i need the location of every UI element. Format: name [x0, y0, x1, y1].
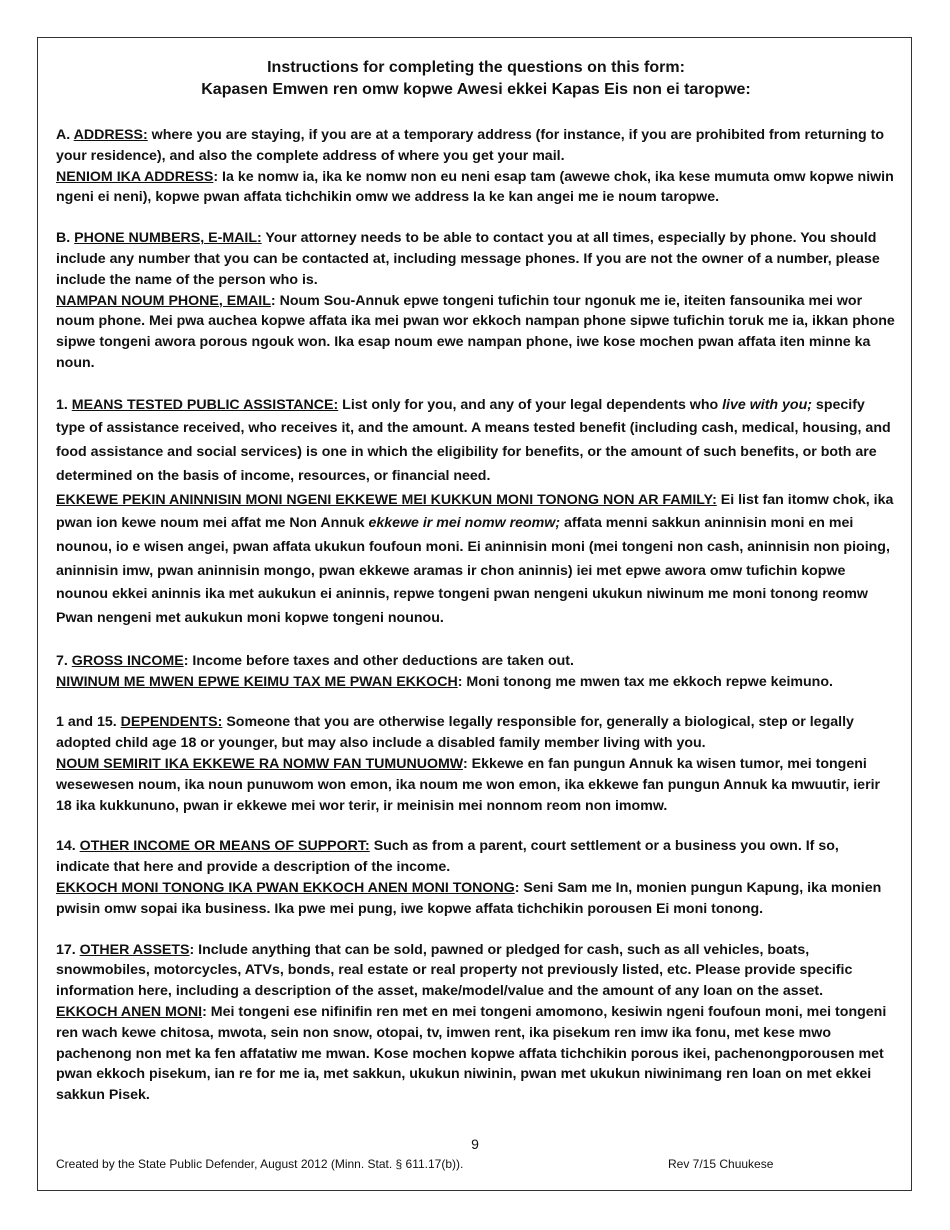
section-heading-chuukese: EKKEWE PEKIN ANINNISIN MONI NGENI EKKEWE MEI KUKKUN MONI TONONG NON AR FAMILY: — [56, 491, 717, 508]
section-label: 7. — [56, 652, 72, 669]
dependents-chuukese — [56, 754, 896, 816]
section-text: where you are staying, if you are at a temporary address (for instance, if you are prohibited from returning to your residence), and also the complete address of where you get your mail. — [56, 127, 885, 164]
other-assets-chuukese — [56, 1002, 896, 1106]
section-label: 1. — [56, 396, 72, 413]
section-label: 1 and 15. — [56, 714, 121, 731]
section-heading-chuukese: NIWINUM ME MWEN EPWE KEIMU TAX ME PWAN EKKOCH — [56, 673, 458, 690]
section-label: B. — [56, 230, 75, 247]
section-heading: MEANS TESTED PUBLIC ASSISTANCE: — [71, 396, 339, 413]
section-gross-income — [56, 651, 896, 693]
footer-credit: Created by the State Public Defender, August 2012 (Minn. Stat. § 611.17(b)). — [56, 1157, 464, 1171]
section-label: 17. — [56, 941, 80, 958]
means-tested-english — [56, 394, 896, 489]
section-phone — [56, 228, 896, 374]
section-text: specify type of assistance received, who receives it, and the amount. A means tested benefit (including cash, medical, housing, and food assistance and social services) is one in which the eligibility for benefits, or the amount of such benefits, or both are determined on the basis of income, resources, or financial need. — [56, 396, 891, 484]
section-text: List only for you, and any of your legal dependents who — [338, 396, 723, 413]
section-other-income — [56, 836, 896, 919]
section-text: Such as from a parent, court settlement or a business you own. If so, indicate that here and provide a description of the income. — [56, 838, 839, 876]
section-text-chuukese: : Mei tongeni ese nifinifin ren met en mei tongeni amomono, kesiwin ngeni foufoun moni, mei tongeni ren wach kewe chitosa, mwota, sein non snow, otopai, tv, imwen rent, ika pisekum ren imw ika fonu, met kese mwo pachenong non met ka fen affatatiw me mwan. Kose mochen kopwe affata tichchikin porous ikei, pachenongporousen met pwan ekkoch pisekum, ian re for me ia, met sakkun, ukukun niwinin, pwan met ukukun niwinimang ren loan on met ekkei sakkun Pisek. — [56, 1003, 887, 1104]
section-heading: GROSS INCOME — [71, 652, 184, 669]
footer-revision: Rev 7/15 Chuukese — [668, 1157, 774, 1171]
section-means-tested — [56, 394, 896, 631]
section-text-chuukese: : Moni tonong me mwen tax me ekkoch repwe keimuno. — [457, 673, 833, 690]
section-heading-chuukese: NAMPAN NOUM PHONE, EMAIL — [56, 292, 271, 309]
section-text: : Include anything that can be sold, pawned or pledged for cash, such as all vehicles, boats, snowmobiles, motorcycles, ATVs, bonds, real estate or real property not previously listed, etc. Please provide specific information here, including a description of the asset, make/model/value and the amount of any loan on the asset. — [56, 941, 853, 1000]
title-english: Instructions for completing the questions on this form: — [267, 59, 685, 76]
section-heading: OTHER INCOME OR MEANS OF SUPPORT: — [79, 838, 370, 855]
section-label: A. — [56, 127, 74, 143]
gross-income-english — [56, 651, 896, 672]
section-text-chuukese: : Ia ke nomw ia, ika ke nomw non eu neni esap tam (awewe chok, ika kese mumuta omw kopwe niwin ngeni ei neni), kopwe pwan affata tichchikin omw we address Ia ke kan angei me ie noum taropwe. — [56, 168, 894, 206]
other-income-chuukese — [56, 878, 896, 920]
section-text: : Income before taxes and other deductions are taken out. — [183, 652, 574, 669]
instructions-content — [56, 57, 896, 1106]
section-heading: DEPENDENTS: — [120, 714, 223, 731]
page-title — [56, 57, 896, 101]
other-assets-english — [56, 940, 896, 1002]
section-heading-chuukese: EKKOCH ANEN MONI — [56, 1003, 203, 1020]
gross-income-chuukese — [56, 672, 896, 693]
section-text-italic: ekkewe ir mei nomw reomw; — [368, 515, 561, 532]
section-heading: PHONE NUMBERS, E-MAIL: — [74, 230, 262, 247]
section-other-assets — [56, 940, 896, 1106]
section-text-chuukese: affata menni sakkun aninnisin moni en mei nounou, io e wisen angei, pwan affata ukukun foufoun moni. Ei aninnisin moni (mei tongeni non cash, aninnisin non pioing, aninnisin imw, pwan aninnisin mongo, pwan ekkewe aramas ir chon aninnis) iei met epwe awora omw tufichin kopwe nounou ekkei aninnis ika met aukukun ei aninnis, repwe tongeni pwan nengeni ukukun niwinum me moni tonong reomw Pwan nengeni met aukukun moni kopwe tongeni nounou. — [56, 515, 890, 627]
dependents-english — [56, 712, 896, 754]
section-text-chuukese: : Ekkewe en fan pungun Annuk ka wisen tumor, mei tongeni wesewesen noum, ika noun punuwom won emon, ika noum me won emon, ika ekkewe fan pungun Annuk ka mwuutir, ierir 18 ika kukkununo, pwan ir ekkewe mei wor terir, ir meinisin mei nonnom reom non imomw. — [56, 755, 881, 814]
section-text-chuukese: : Seni Sam me In, monien pungun Kapung, ika monien pwisin omw sopai ika business. Ika pwe mei pung, iwe kopwe affata tichchikin porousen Ei moni tonong. — [56, 879, 882, 917]
section-heading-chuukese: NENIOM IKA ADDRESS — [56, 168, 214, 185]
means-tested-chuukese — [56, 489, 896, 631]
title-chuukese: Kapasen Emwen ren omw kopwe Awesi ekkei Kapas Eis non ei taropwe: — [201, 81, 751, 98]
section-text: Your attorney needs to be able to contact you at all times, especially by phone. You should include any number that you can be contacted at, including message phones. If you are not the owner of a number, please include the name of the person who is. — [56, 230, 880, 288]
other-income-english — [56, 836, 896, 878]
phone-chuukese — [56, 291, 896, 374]
section-heading: ADDRESS: — [73, 127, 148, 143]
section-dependents — [56, 712, 896, 816]
phone-english — [56, 228, 896, 290]
section-text: Someone that you are otherwise legally responsible for, generally a biological, step or legally adopted child age 18 or younger, but may also include a disabled family member living with you. — [56, 714, 854, 752]
address-english — [56, 125, 896, 167]
section-text-chuukese: : Noum Sou-Annuk epwe tongeni tufichin tour ngonuk me ie, iteiten fansounika mei wor noum phone. Mei pwa auchea kopwe affata ika mei pwan wor ekkoch nampan phone sipwe tufichin toruk me ia, ikkan phone sipwe tongeni awora porous ngouk won. Ika esap noum ewe nampan phone, iwe kose mochen pwan affata iten minne ka noun. — [56, 292, 895, 371]
section-text-chuukese: Ei list fan itomw chok, ika pwan ion kewe noum mei affat me Non Annuk — [56, 491, 894, 532]
section-text-italic: live with you; — [722, 396, 812, 413]
section-address — [56, 125, 896, 208]
section-heading-chuukese: NOUM SEMIRIT IKA EKKEWE RA NOMW FAN TUMUNUOMW — [56, 755, 463, 772]
section-heading: OTHER ASSETS — [79, 941, 190, 958]
address-chuukese — [56, 167, 896, 209]
section-label: 14. — [56, 838, 80, 855]
section-heading-chuukese: EKKOCH MONI TONONG IKA PWAN EKKOCH ANEN MONI TONONG — [56, 879, 515, 896]
page-number: 9 — [471, 1136, 479, 1152]
